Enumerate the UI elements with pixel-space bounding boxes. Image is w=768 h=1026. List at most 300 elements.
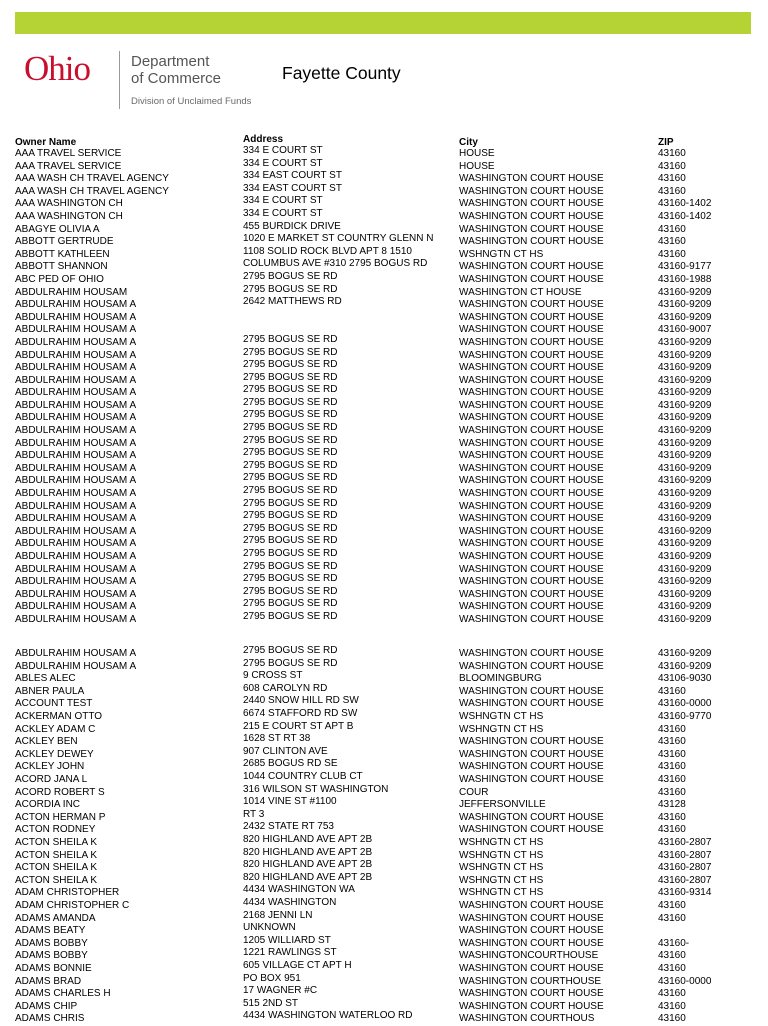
owner-cell: ABDULRAHIM HOUSAM A — [15, 648, 137, 660]
table-row — [0, 846, 768, 863]
table-row — [0, 296, 768, 312]
owner-cell: ACTON SHEILA K — [15, 862, 98, 874]
city-cell: WSHNGTN CT HS — [459, 723, 544, 735]
table-row — [0, 195, 768, 211]
table-row — [0, 833, 768, 850]
table-row — [0, 871, 768, 888]
owner-cell: ABDULRAHIM HOUSAM A — [15, 588, 137, 600]
city-cell: JEFFERSONVILLE — [459, 799, 546, 811]
group-spacer — [0, 627, 768, 649]
column-header-zip: ZIP — [658, 137, 674, 148]
address-cell: 2642 MATTHEWS RD — [243, 296, 342, 308]
zip-cell: 43160-9209 — [658, 412, 712, 424]
owner-cell: ABBOTT GERTRUDE — [15, 236, 114, 248]
address-cell: 215 E COURT ST APT B — [243, 720, 354, 732]
city-cell: WASHINGTON COURT HOUSE — [459, 412, 604, 424]
address-cell: 2440 SNOW HILL RD SW — [243, 695, 359, 707]
table-row — [0, 459, 768, 476]
city-cell: WASHINGTON COURT HOUSE — [459, 811, 604, 823]
table-row — [0, 733, 768, 749]
owner-cell: ABDULRAHIM HOUSAM A — [15, 311, 137, 323]
department-line-1: Department — [131, 53, 210, 70]
owner-cell: ABDULRAHIM HOUSAM A — [15, 475, 137, 487]
city-cell: WSHNGTN CT HS — [459, 836, 544, 848]
address-cell: 2795 BOGUS SE RD — [243, 573, 338, 585]
zip-cell: 43160-9209 — [658, 648, 712, 660]
city-cell: WASHINGTON COURT HOUSE — [459, 962, 604, 974]
city-cell: WSHNGTN CT HS — [459, 887, 544, 899]
address-cell: 820 HIGHLAND AVE APT 2B — [243, 859, 373, 871]
address-cell: 2795 BOGUS SE RD — [243, 472, 338, 484]
city-cell: WASHINGTON COURT HOUSE — [459, 613, 604, 625]
table-row — [0, 510, 768, 526]
owner-cell: ACORDIA INC — [15, 799, 81, 811]
city-cell: WASHINGTON COURT HOUSE — [459, 588, 604, 600]
city-cell: WASHINGTON COURT HOUSE — [459, 563, 604, 575]
zip-cell: 43160 — [658, 786, 686, 798]
owner-cell: ABAGYE OLIVIA A — [15, 223, 100, 235]
owner-cell: ABDULRAHIM HOUSAM A — [15, 349, 137, 361]
city-cell: WASHINGTON COURT HOUSE — [459, 748, 604, 760]
zip-cell: 43160-9209 — [658, 613, 712, 625]
address-cell: 1108 SOLID ROCK BLVD APT 8 1510 — [243, 245, 412, 257]
city-cell: HOUSE — [459, 148, 495, 159]
city-cell: WASHINGTON COURT HOUSE — [459, 488, 604, 500]
zip-cell: 43160-2807 — [658, 862, 712, 874]
address-cell: 2795 BOGUS SE RD — [243, 510, 338, 522]
owner-cell: ABDULRAHIM HOUSAM A — [15, 601, 137, 613]
city-cell: WASHINGTON COURT HOUSE — [459, 399, 604, 411]
owner-cell: ABDULRAHIM HOUSAM — [15, 286, 128, 298]
table-row — [0, 708, 768, 724]
owner-cell: ABDULRAHIM HOUSAM A — [15, 450, 137, 462]
zip-cell: 43160 — [658, 723, 686, 735]
table-row — [0, 258, 768, 274]
zip-cell: 43160-9209 — [658, 399, 712, 411]
city-cell: WASHINGTON COURT HOUSE — [459, 500, 604, 512]
address-cell: 605 VILLAGE CT APT H — [243, 959, 352, 971]
city-cell: WASHINGTON COURT HOUSE — [459, 988, 604, 1000]
table-row — [0, 371, 768, 388]
owner-cell: ABBOTT SHANNON — [15, 261, 108, 273]
owner-cell: ACTON SHEILA K — [15, 836, 98, 848]
zip-cell: 43160-2807 — [658, 849, 712, 861]
zip-cell: 43160-2807 — [658, 874, 712, 886]
owner-cell: ABDULRAHIM HOUSAM A — [15, 374, 137, 386]
table-row — [0, 909, 768, 926]
department-name — [131, 53, 221, 87]
owner-cell: ADAMS CHIP — [15, 1000, 78, 1012]
division-name: Division of Unclaimed Funds — [131, 96, 252, 107]
owner-cell: AAA WASH CH TRAVEL AGENCY — [15, 185, 169, 197]
owner-cell: ABDULRAHIM HOUSAM A — [15, 299, 137, 311]
address-cell: 4434 WASHINGTON WA — [243, 884, 355, 896]
zip-cell: 43160-9209 — [658, 601, 712, 613]
address-cell: 2795 BOGUS SE RD — [243, 270, 338, 282]
city-cell: WSHNGTN CT HS — [459, 874, 544, 886]
zip-cell: 43160 — [658, 761, 686, 773]
city-cell: WASHINGTON COURT HOUSE — [459, 761, 604, 773]
city-cell: HOUSE — [459, 160, 495, 172]
city-cell: WASHINGTON COURT HOUSE — [459, 551, 604, 562]
table-row — [0, 207, 768, 224]
address-cell: 334 EAST COURT ST — [243, 170, 342, 182]
address-cell: 1628 ST RT 38 — [243, 733, 311, 745]
owner-cell: ADAMS BEATY — [15, 925, 86, 937]
owner-cell: ACORD ROBERT S — [15, 786, 105, 798]
address-cell: 2795 BOGUS SE RD — [243, 359, 338, 371]
owner-cell: ACKLEY JOHN — [15, 761, 85, 773]
owner-cell: AAA TRAVEL SERVICE — [15, 160, 122, 172]
city-cell: WASHINGTON COURT HOUSE — [459, 210, 604, 222]
table-row — [0, 745, 768, 762]
address-cell: PO BOX 951 — [243, 972, 301, 984]
table-row — [0, 796, 768, 812]
table-row — [0, 598, 768, 614]
zip-cell: 43160-9209 — [658, 311, 712, 323]
address-cell: UNKNOWN — [243, 922, 296, 934]
zip-cell: 43160 — [658, 248, 686, 260]
owner-cell: AAA WASH CH TRAVEL AGENCY — [15, 173, 169, 185]
city-cell: WASHINGTON COURT HOUSE — [459, 1000, 604, 1012]
address-cell: 1020 E MARKET ST COUNTRY GLENN N — [243, 233, 434, 245]
city-cell: WASHINGTON COURT HOUSE — [459, 513, 604, 525]
table-row — [0, 758, 768, 774]
table-row — [0, 922, 768, 938]
owner-cell: ADAMS BRAD — [15, 975, 82, 987]
owner-cell: ABDULRAHIM HOUSAM A — [15, 387, 137, 399]
city-cell: WASHINGTON COURT HOUSE — [459, 899, 604, 911]
zip-cell: 43160-9770 — [658, 711, 712, 723]
owner-cell: ABDULRAHIM HOUSAM A — [15, 336, 137, 348]
city-cell: WASHINGTON COURT HOUSE — [459, 374, 604, 386]
zip-cell: 43160-9177 — [658, 261, 712, 273]
table-row — [0, 657, 768, 674]
table-row — [0, 610, 768, 627]
department-line-2: of Commerce — [131, 70, 222, 87]
zip-cell: 43160-1402 — [658, 198, 712, 210]
city-cell: WSHNGTN CT HS — [459, 711, 544, 723]
owner-cell: ABDULRAHIM HOUSAM A — [15, 362, 137, 374]
address-cell: 2795 BOGUS SE RD — [243, 610, 338, 622]
address-cell: 334 E COURT ST — [243, 157, 323, 169]
zip-cell: 43160 — [658, 685, 686, 697]
address-cell: 820 HIGHLAND AVE APT 2B — [243, 871, 373, 883]
address-cell: 1221 RAWLINGS ST — [243, 947, 337, 959]
address-cell: 1044 COUNTRY CLUB CT — [243, 771, 363, 782]
zip-cell: 43160-9209 — [658, 563, 712, 575]
table-row — [0, 985, 768, 1001]
zip-cell: 43160-1402 — [658, 210, 712, 222]
ohio-logo: Ohio — [24, 49, 90, 88]
address-cell: 1205 WILLIARD ST — [243, 934, 331, 946]
table-row — [0, 170, 768, 186]
zip-cell: 43160 — [658, 811, 686, 823]
owner-cell: ABDULRAHIM HOUSAM A — [15, 462, 137, 474]
table-row — [0, 312, 768, 325]
address-cell: 2168 JENNI LN — [243, 909, 313, 921]
city-cell: WASHINGTON COURT HOUSE — [459, 462, 604, 474]
owner-cell: ACKLEY DEWEY — [15, 748, 94, 760]
zip-cell: 43160 — [658, 223, 686, 235]
city-cell: WASHINGTON COURT HOUSE — [459, 601, 604, 613]
address-cell: 2795 BOGUS SE RD — [243, 333, 338, 345]
city-cell: WASHINGTON COURT HOUSE — [459, 299, 604, 311]
city-cell: WASHINGTON COURT HOUSE — [459, 912, 604, 924]
table-row — [0, 548, 768, 564]
address-cell: COLUMBUS AVE #310 2795 BOGUS RD — [243, 258, 428, 270]
address-cell: 2795 BOGUS SE RD — [243, 598, 338, 610]
zip-cell: 43160 — [658, 899, 686, 911]
address-cell: 2795 BOGUS SE RD — [243, 396, 338, 408]
zip-cell: 43160-9209 — [658, 349, 712, 361]
city-cell: WASHINGTON COURT HOUSE — [459, 576, 604, 588]
table-row — [0, 720, 768, 737]
city-cell: WASHINGTON COURT HOUSE — [459, 736, 604, 748]
zip-cell: 43160-9314 — [658, 887, 712, 899]
owner-cell: ADAM CHRISTOPHER C — [15, 899, 130, 911]
zip-cell: 43160 — [658, 988, 686, 1000]
zip-cell: 43160-9209 — [658, 286, 712, 298]
city-cell: WASHINGTON COURT HOUSE — [459, 925, 604, 937]
zip-cell: 43160 — [658, 173, 686, 185]
owner-cell: ABDULRAHIM HOUSAM A — [15, 563, 137, 575]
address-cell: 4434 WASHINGTON — [243, 896, 337, 908]
owner-cell: ACTON RODNEY — [15, 824, 96, 836]
owner-cell: ACKLEY BEN — [15, 736, 78, 748]
owner-cell: ADAMS BONNIE — [15, 962, 92, 974]
address-cell: 334 E COURT ST — [243, 195, 323, 207]
table-row — [0, 422, 768, 438]
address-cell: 455 BURDICK DRIVE — [243, 220, 341, 232]
header-accent-bar — [15, 12, 751, 34]
zip-cell: 43160- — [658, 937, 690, 949]
owner-cell: ACTON SHEILA K — [15, 849, 98, 861]
owner-cell: ABDULRAHIM HOUSAM A — [15, 500, 137, 512]
zip-cell: 43160-9209 — [658, 660, 712, 672]
table-row — [0, 670, 768, 686]
owner-cell: ABDULRAHIM HOUSAM A — [15, 576, 137, 588]
table-row — [0, 157, 768, 174]
table-row — [0, 560, 768, 577]
table-row — [0, 182, 768, 199]
table-row — [0, 682, 768, 699]
address-cell: 2795 BOGUS SE RD — [243, 422, 338, 434]
zip-cell: 43160-9209 — [658, 374, 712, 386]
address-cell: RT 3 — [243, 808, 265, 820]
city-cell: WASHINGTON COURT HOUSE — [459, 362, 604, 374]
zip-cell: 43160-9209 — [658, 475, 712, 487]
zip-cell: 43160 — [658, 912, 686, 924]
zip-cell: 43160 — [658, 748, 686, 760]
address-cell: 17 WAGNER #C — [243, 985, 318, 997]
city-cell: WASHINGTON COURT HOUSE — [459, 538, 604, 550]
zip-cell: 43160-9209 — [658, 336, 712, 348]
table-row — [0, 384, 768, 400]
city-cell: WASHINGTON COURT HOUSE — [459, 387, 604, 399]
address-cell: 2795 BOGUS SE RD — [243, 497, 338, 509]
zip-cell: 43160-9209 — [658, 462, 712, 474]
zip-cell: 43160-9209 — [658, 387, 712, 399]
city-cell: WSHNGTN CT HS — [459, 849, 544, 861]
city-cell: WASHINGTON COURT HOUSE — [459, 525, 604, 537]
owner-cell: ADAMS AMANDA — [15, 912, 96, 924]
owner-cell: ACTON SHEILA K — [15, 874, 98, 886]
address-cell: 2795 BOGUS SE RD — [243, 346, 338, 358]
zip-cell: 43160 — [658, 950, 686, 962]
table-row — [0, 934, 768, 951]
city-cell: WASHINGTON COURT HOUSE — [459, 324, 604, 336]
zip-cell: 43106-9030 — [658, 673, 712, 685]
zip-cell: 43160 — [658, 962, 686, 974]
zip-cell: 43160-9209 — [658, 576, 712, 588]
table-row — [0, 821, 768, 837]
table-row — [0, 346, 768, 363]
table-row — [0, 485, 768, 501]
table-row — [0, 783, 768, 800]
address-cell: 608 CAROLYN RD — [243, 682, 328, 694]
zip-cell: 43160-9209 — [658, 588, 712, 600]
city-cell: WASHINGTON COURT HOUSE — [459, 937, 604, 949]
owner-cell: ABNER PAULA — [15, 685, 85, 697]
owner-cell: ADAMS CHRIS — [15, 1013, 85, 1025]
zip-cell: 43160-9209 — [658, 299, 712, 311]
city-cell: WASHINGTON COURT HOUSE — [459, 273, 604, 285]
city-cell: WASHINGTON COURTHOUSE — [459, 975, 602, 987]
address-cell: 2685 BOGUS RD SE — [243, 758, 338, 770]
zip-cell: 43160 — [658, 185, 686, 197]
city-cell: WASHINGTON COURT HOUSE — [459, 450, 604, 462]
address-cell: 515 2ND ST — [243, 997, 299, 1009]
owner-cell: ABDULRAHIM HOUSAM A — [15, 324, 137, 336]
table-row — [0, 645, 768, 661]
table-row — [0, 497, 768, 514]
zip-cell: 43160-9209 — [658, 450, 712, 462]
zip-cell: 43160-9007 — [658, 324, 712, 336]
address-cell: 1014 VINE ST #1100 — [243, 796, 337, 808]
table-row — [0, 972, 768, 989]
city-cell: WASHINGTON COURT HOUSE — [459, 311, 604, 323]
address-cell: 9 CROSS ST — [243, 670, 303, 682]
table-row — [0, 585, 768, 602]
zip-cell: 43160-9209 — [658, 513, 712, 525]
owner-cell: ABDULRAHIM HOUSAM A — [15, 399, 137, 411]
table-row — [0, 947, 768, 963]
column-header-owner: Owner Name — [15, 137, 77, 148]
address-cell: 316 WILSON ST WASHINGTON — [243, 783, 389, 795]
logo-divider — [119, 51, 120, 109]
owner-cell: ADAMS CHARLES H — [15, 988, 111, 1000]
city-cell: WASHINGTON CT HOUSE — [459, 286, 582, 298]
address-cell: 2795 BOGUS SE RD — [243, 522, 338, 534]
address-cell: 334 E COURT ST — [243, 207, 323, 219]
zip-cell: 43160-1988 — [658, 273, 712, 285]
address-cell: 2795 BOGUS SE RD — [243, 447, 338, 459]
city-cell: WASHINGTON COURT HOUSE — [459, 173, 604, 185]
city-cell: WASHINGTON COURT HOUSE — [459, 336, 604, 348]
table-row — [0, 959, 768, 976]
address-cell: 4434 WASHINGTON WATERLOO RD — [243, 1010, 413, 1022]
zip-cell: 43160-0000 — [658, 975, 712, 987]
city-cell: WASHINGTON COURT HOUSE — [459, 685, 604, 697]
address-cell: 2795 BOGUS SE RD — [243, 283, 338, 295]
address-cell: 2795 BOGUS SE RD — [243, 657, 338, 669]
city-cell: WASHINGTON COURT HOUSE — [459, 698, 604, 710]
owner-cell: AAA TRAVEL SERVICE — [15, 148, 122, 159]
zip-cell: 43160 — [658, 824, 686, 836]
table-row — [0, 535, 768, 551]
address-cell: 2795 BOGUS SE RD — [243, 459, 338, 471]
table-row — [0, 396, 768, 413]
column-header-address: Address — [243, 134, 284, 145]
zip-cell: 43160 — [658, 1000, 686, 1012]
city-cell: WASHINGTONCOURTHOUSE — [459, 950, 599, 962]
zip-cell: 43160-9209 — [658, 525, 712, 537]
city-cell: WASHINGTON COURT HOUSE — [459, 349, 604, 361]
owner-cell: ABDULRAHIM HOUSAM A — [15, 412, 137, 424]
city-cell: WSHNGTN CT HS — [459, 248, 544, 260]
city-cell: BLOOMINGBURG — [459, 673, 542, 685]
city-cell: WASHINGTON COURT HOUSE — [459, 236, 604, 248]
owner-cell: ACTON HERMAN P — [15, 811, 106, 823]
city-cell: WASHINGTON COURT HOUSE — [459, 185, 604, 197]
owner-cell: ADAMS BOBBY — [15, 937, 88, 949]
zip-cell: 43160 — [658, 1013, 686, 1025]
records-table — [0, 145, 768, 1026]
column-header-city: City — [459, 137, 478, 148]
owner-cell: AAA WASHINGTON CH — [15, 198, 123, 210]
zip-cell: 43160 — [658, 236, 686, 248]
zip-cell: 43160-9209 — [658, 362, 712, 374]
table-row — [0, 695, 768, 711]
city-cell: WASHINGTON COURT HOUSE — [459, 425, 604, 437]
zip-cell: 43128 — [658, 799, 686, 811]
owner-cell: AAA WASHINGTON CH — [15, 210, 123, 222]
table-row — [0, 522, 768, 539]
zip-cell: 43160-9209 — [658, 425, 712, 437]
address-cell: 2795 BOGUS SE RD — [243, 560, 338, 572]
owner-cell: ADAMS BOBBY — [15, 950, 88, 962]
owner-cell: ABDULRAHIM HOUSAM A — [15, 551, 137, 562]
address-cell: 2795 BOGUS SE RD — [243, 585, 338, 597]
address-cell: 907 CLINTON AVE — [243, 745, 328, 757]
address-cell: 6674 STAFFORD RD SW — [243, 708, 358, 720]
owner-cell: ABDULRAHIM HOUSAM A — [15, 488, 137, 500]
city-cell: WASHINGTON COURT HOUSE — [459, 824, 604, 836]
owner-cell: ACKLEY ADAM C — [15, 723, 96, 735]
owner-cell: ABLES ALEC — [15, 673, 76, 685]
owner-cell: ABDULRAHIM HOUSAM A — [15, 538, 137, 550]
table-row — [0, 409, 768, 425]
zip-cell: 43160 — [658, 148, 686, 159]
owner-cell: ABDULRAHIM HOUSAM A — [15, 613, 137, 625]
owner-cell: ABDULRAHIM HOUSAM A — [15, 425, 137, 437]
address-cell: 2795 BOGUS SE RD — [243, 384, 338, 396]
table-row — [0, 472, 768, 488]
address-cell: 820 HIGHLAND AVE APT 2B — [243, 833, 373, 845]
zip-cell: 43160-9209 — [658, 437, 712, 449]
owner-cell: ACCOUNT TEST — [15, 698, 93, 710]
owner-cell: ACORD JANA L — [15, 774, 88, 785]
table-row — [0, 270, 768, 287]
city-cell: WASHINGTON COURT HOUSE — [459, 648, 604, 660]
table-row — [0, 434, 768, 451]
zip-cell: 43160-9209 — [658, 488, 712, 500]
address-cell: 334 EAST COURT ST — [243, 182, 342, 194]
owner-cell: ADAM CHRISTOPHER — [15, 887, 120, 899]
address-cell: 2795 BOGUS SE RD — [243, 485, 338, 497]
address-cell: 2795 BOGUS SE RD — [243, 434, 338, 446]
